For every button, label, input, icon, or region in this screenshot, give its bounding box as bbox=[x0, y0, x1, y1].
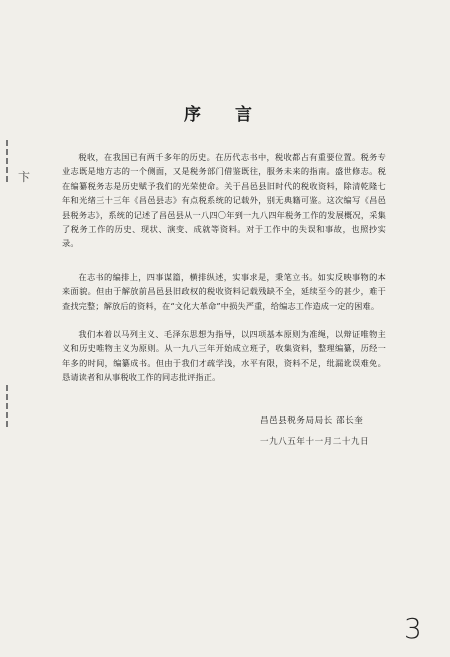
paragraph-1 bbox=[62, 150, 386, 251]
page-number: 3 bbox=[404, 612, 422, 645]
signature-author: 昌邑县税务局局长 邵长奎 bbox=[260, 416, 364, 426]
margin-handwritten-mark: 卞 bbox=[18, 170, 31, 184]
binding-holes-bottom bbox=[6, 385, 14, 427]
paragraph-3-text: 我们本着以马列主义、毛泽东思想为指导，以四项基本原则为准绳，以辩证唯物主义和历史唯物主义为原则。从一九八三年开始成立班子，收集资料，整理编纂，历经一年多的时间，编纂成书。但由于我们才疏学浅，水平有限，资料不足，纰漏讹误难免。恳请读者和从事税收工作的同志批评指正。 bbox=[62, 329, 386, 383]
paragraph-2 bbox=[62, 270, 386, 313]
paragraph-1-text: 税收，在我国已有两千多年的历史。在历代志书中，税收都占有重要位置。税务专业志既是地方志的一个侧面，又是税务部门借鉴既往，服务未来的指南。盛世修志。税在编纂税务志是历史赋予我们的光荣使命。关于昌邑县旧时代的税收资料，除清乾隆七年和光绪三十三年《昌邑县志》有点税系统的记载外，别无典籍可鉴。这次编写《昌邑县税务志》，系统的记述了昌邑县从一八四〇年到一九八四年税务工作的发展概况，采集了税务工作的历史、现状、演变、成就等资料。对于工作中的失误和事故，也照抄实录。 bbox=[62, 152, 386, 249]
page-title: 序 言 bbox=[184, 105, 266, 125]
binding-holes-top bbox=[6, 140, 14, 182]
paragraph-2-text: 在志书的编排上，四事谋篇，横排纵述，实事求是，秉笔立书。如实反映事物的本来面貌。但由于解放前昌邑县旧政权的税收资料记载残缺不全，延续至今的甚少，难于查找完整；解放后的资料，在“文化大革命”中损失严重，给编志工作造成一定的困难。 bbox=[62, 272, 386, 311]
signature-date: 一九八五年十一月二十九日 bbox=[260, 437, 370, 447]
paragraph-3 bbox=[62, 327, 386, 385]
